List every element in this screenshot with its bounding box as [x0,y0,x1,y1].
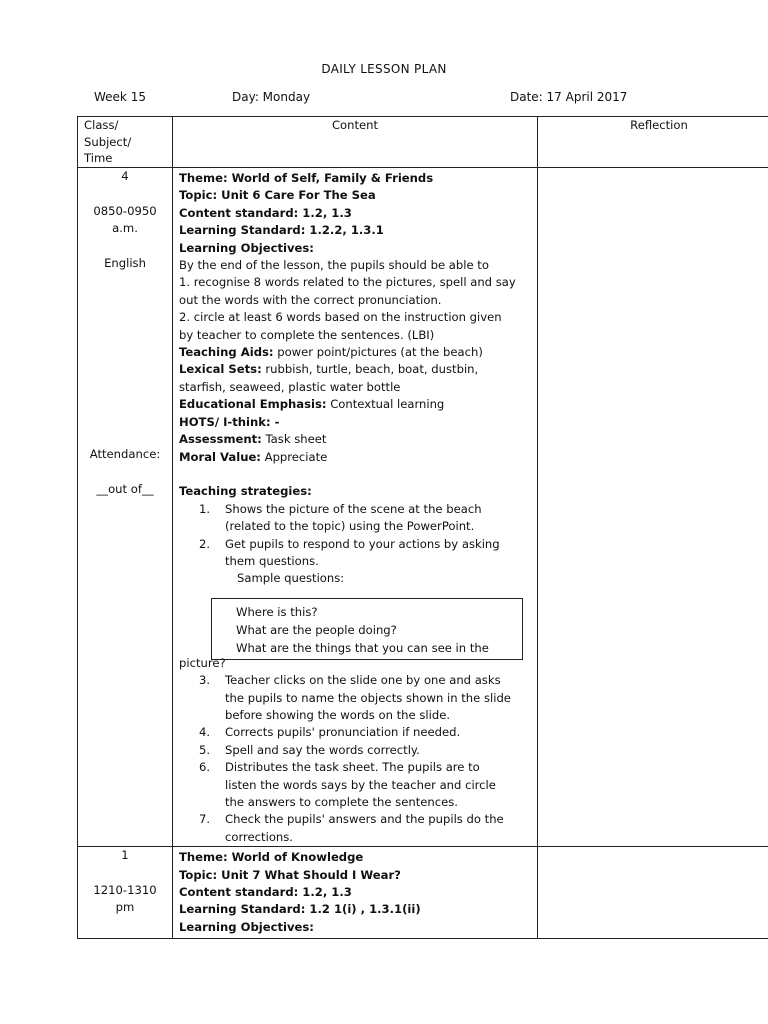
day-label: Day: Monday [232,90,311,104]
question-line: What are the people doing? [236,622,397,637]
assessment: Assessment: Task sheet [179,432,327,447]
question-tail: picture? [179,655,226,670]
lesson-row-1 [78,168,768,847]
educational-emphasis: Educational Emphasis: Contextual learning [179,397,445,412]
lexical-sets: Lexical Sets: rubbish, turtle, beach, boat, dustbin, [179,362,479,377]
lesson-plan-table [77,116,768,939]
row2-content-standard: Content standard: 1.2, 1.3 [179,885,352,900]
hots: HOTS/ I-think: - [179,414,280,429]
sample-questions-box [211,598,523,660]
teaching-strategies-label: Teaching strategies: [179,484,312,499]
row2-class: 1 [121,848,129,863]
sample-questions-label: Sample questions: [237,571,345,586]
row1-subject: English [104,256,146,270]
question-line: What are the things that you can see in the [236,640,489,655]
row1-class-cell [78,168,173,847]
objective-line: out the words with the correct pronunciation. [179,292,442,307]
row2-class-cell [78,847,173,939]
row1-content-cell [173,168,538,847]
row2-reflection-cell [538,847,768,939]
header-class: Class/ [84,118,119,132]
row2-learning-standard: Learning Standard: 1.2 1(i) , 1.3.1(ii) [179,902,421,917]
row2-learning-objectives-label: Learning Objectives: [179,919,314,934]
row2-theme: Theme: World of Knowledge [179,850,364,865]
table-header-row [78,117,768,168]
page-title: DAILY LESSON PLAN [321,62,447,76]
row1-learning-standard: Learning Standard: 1.2.2, 1.3.1 [179,223,384,238]
header-time: Time [84,151,113,165]
row2-topic: Topic: Unit 7 What Should I Wear? [179,867,401,882]
row2-time-line1: 1210-1310 [93,883,157,897]
row1-topic: Topic: Unit 6 Care For The Sea [179,188,376,203]
row1-attendance-value: __out of__ [96,482,154,497]
objective-line: By the end of the lesson, the pupils should be able to [179,258,489,273]
week-label: Week 15 [94,90,146,104]
row1-content-standard: Content standard: 1.2, 1.3 [179,205,352,220]
header-reflection: Reflection [538,117,768,168]
row1-time-line2: a.m. [112,221,138,236]
lexical-sets-cont: starfish, seaweed, plastic water bottle [179,379,401,394]
lesson-row-2 [78,847,768,939]
steps-list-b [179,672,531,846]
moral-value: Moral Value: Appreciate [179,449,328,464]
steps-list-a [179,501,531,571]
header-subject: Subject/ [84,134,132,149]
step-item: 3. Teacher clicks on the slide one by one and asks the pupils to name the objects shown in the slide before showing the words on the slide. [199,673,511,722]
row1-reflection-cell [538,168,768,847]
step-item: 7. Check the pupils' answers and the pupils do the corrections. [199,812,504,844]
objective-line: by teacher to complete the sentences. (LBI) [179,327,435,342]
header-class-subject-time [78,117,173,168]
row2-time-line2: pm [115,900,135,915]
step-item: 5. Spell and say the words correctly. [199,742,420,757]
header-content: Content [173,117,538,168]
teaching-aids: Teaching Aids: power point/pictures (at the beach) [179,345,483,360]
row1-class: 4 [121,169,129,183]
objective-line: 2. circle at least 6 words based on the instruction given [179,310,502,325]
step-item: 1. Shows the picture of the scene at the beach (related to the topic) using the PowerPoint. [199,501,482,534]
row1-attendance-label: Attendance: [89,447,161,462]
step-item: 4. Corrects pupils' pronunciation if needed. [199,725,461,740]
step-item: 6. Distributes the task sheet. The pupils are to listen the words says by the teacher and circle the answers to complete the sentences. [199,760,496,809]
row1-theme: Theme: World of Self, Family & Friends [179,171,434,185]
objective-line: 1. recognise 8 words related to the pictures, spell and say [179,275,516,290]
step-item: 2. Get pupils to respond to your actions by asking them questions. [199,536,500,568]
row2-content-cell [173,847,538,939]
question-line: Where is this? [236,604,318,619]
date-label: Date: 17 April 2017 [510,90,628,104]
row1-learning-objectives-label: Learning Objectives: [179,240,314,255]
row1-time-line1: 0850-0950 [93,203,157,218]
